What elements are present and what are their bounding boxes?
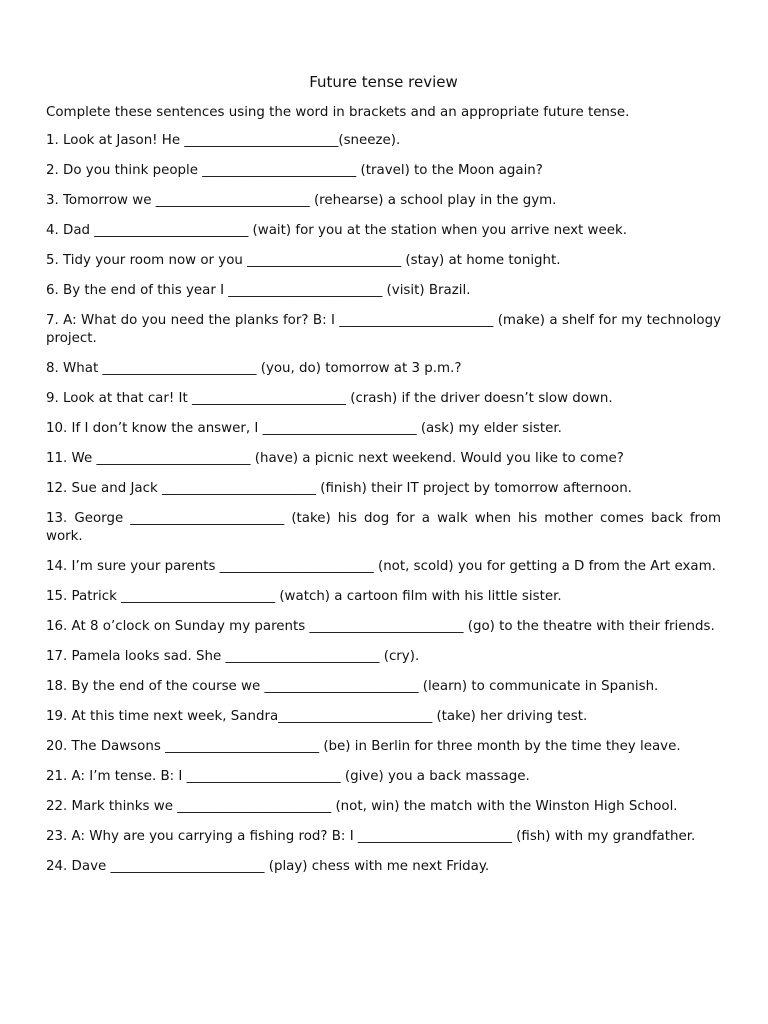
exercise-text-11: 11. We _______________________ (have) a picnic next weekend. Would you like to come? bbox=[46, 451, 624, 466]
exercise-text-15: 15. Patrick _______________________ (watch) a cartoon film with his little sister. bbox=[46, 589, 562, 604]
exercise-item-11 bbox=[46, 450, 721, 468]
exercise-item-3 bbox=[46, 192, 721, 210]
exercise-text-4: 4. Dad _______________________ (wait) for you at the station when you arrive next week. bbox=[46, 223, 627, 238]
exercise-text-13: 13. George _______________________ (take) his dog for a walk when his mother comes back from work. bbox=[46, 511, 726, 544]
exercise-item-15 bbox=[46, 588, 721, 606]
exercise-item-23 bbox=[46, 828, 721, 846]
exercise-text-19: 19. At this time next week, Sandra_______________________ (take) her driving test. bbox=[46, 709, 588, 724]
exercise-text-20: 20. The Dawsons _______________________ (be) in Berlin for three month by the time they leave. bbox=[46, 739, 681, 754]
exercise-item-5 bbox=[46, 252, 721, 270]
exercise-text-16: 16. At 8 o’clock on Sunday my parents _______________________ (go) to the theatre with their friends. bbox=[46, 619, 715, 634]
exercise-item-18 bbox=[46, 678, 721, 696]
exercise-item-22 bbox=[46, 798, 721, 816]
worksheet-title: Future tense review bbox=[309, 73, 458, 91]
exercise-text-8: 8. What _______________________ (you, do) tomorrow at 3 p.m.? bbox=[46, 361, 462, 376]
exercise-text-17: 17. Pamela looks sad. She _______________________ (cry). bbox=[46, 649, 420, 664]
exercise-text-23: 23. A: Why are you carrying a fishing rod? B: I _______________________ (fish) with my grandfather. bbox=[46, 829, 696, 844]
exercise-text-10: 10. If I don’t know the answer, I _______________________ (ask) my elder sister. bbox=[46, 421, 562, 436]
exercise-text-3: 3. Tomorrow we _______________________ (rehearse) a school play in the gym. bbox=[46, 193, 557, 208]
exercise-item-13 bbox=[46, 510, 726, 546]
exercise-item-4 bbox=[46, 222, 721, 240]
exercise-item-21 bbox=[46, 768, 721, 786]
exercise-item-20 bbox=[46, 738, 721, 756]
exercise-item-16 bbox=[46, 618, 721, 636]
exercise-text-2: 2. Do you think people _______________________ (travel) to the Moon again? bbox=[46, 163, 543, 178]
exercise-item-2 bbox=[46, 162, 721, 180]
exercise-item-17 bbox=[46, 648, 721, 666]
exercise-list bbox=[46, 132, 726, 876]
exercise-item-9 bbox=[46, 390, 721, 408]
exercise-text-7: 7. A: What do you need the planks for? B: I _______________________ (make) a shelf for my technology project. bbox=[46, 313, 726, 346]
exercise-text-12: 12. Sue and Jack _______________________ (finish) their IT project by tomorrow afternoon. bbox=[46, 481, 632, 496]
exercise-text-14: 14. I’m sure your parents _______________________ (not, scold) you for getting a D from the Art exam. bbox=[46, 559, 716, 574]
exercise-text-1: 1. Look at Jason! He _______________________(sneeze). bbox=[46, 133, 401, 148]
exercise-item-19 bbox=[46, 708, 721, 726]
exercise-text-9: 9. Look at that car! It _______________________ (crash) if the driver doesn’t slow down. bbox=[46, 391, 613, 406]
exercise-text-6: 6. By the end of this year I _______________________ (visit) Brazil. bbox=[46, 283, 471, 298]
worksheet-page bbox=[46, 72, 726, 888]
exercise-text-24: 24. Dave _______________________ (play) chess with me next Friday. bbox=[46, 859, 490, 874]
worksheet-instructions: Complete these sentences using the word in brackets and an appropriate future tense. bbox=[46, 105, 630, 120]
exercise-text-18: 18. By the end of the course we _______________________ (learn) to communicate in Spanish. bbox=[46, 679, 659, 694]
exercise-item-7 bbox=[46, 312, 726, 348]
exercise-text-22: 22. Mark thinks we _______________________ (not, win) the match with the Winston High School. bbox=[46, 799, 678, 814]
exercise-item-12 bbox=[46, 480, 721, 498]
exercise-item-8 bbox=[46, 360, 721, 378]
exercise-item-14 bbox=[46, 558, 721, 576]
exercise-text-21: 21. A: I’m tense. B: I _______________________ (give) you a back massage. bbox=[46, 769, 530, 784]
exercise-text-5: 5. Tidy your room now or you _______________________ (stay) at home tonight. bbox=[46, 253, 561, 268]
exercise-item-24 bbox=[46, 858, 721, 876]
exercise-item-6 bbox=[46, 282, 721, 300]
exercise-item-1 bbox=[46, 132, 721, 150]
exercise-item-10 bbox=[46, 420, 721, 438]
